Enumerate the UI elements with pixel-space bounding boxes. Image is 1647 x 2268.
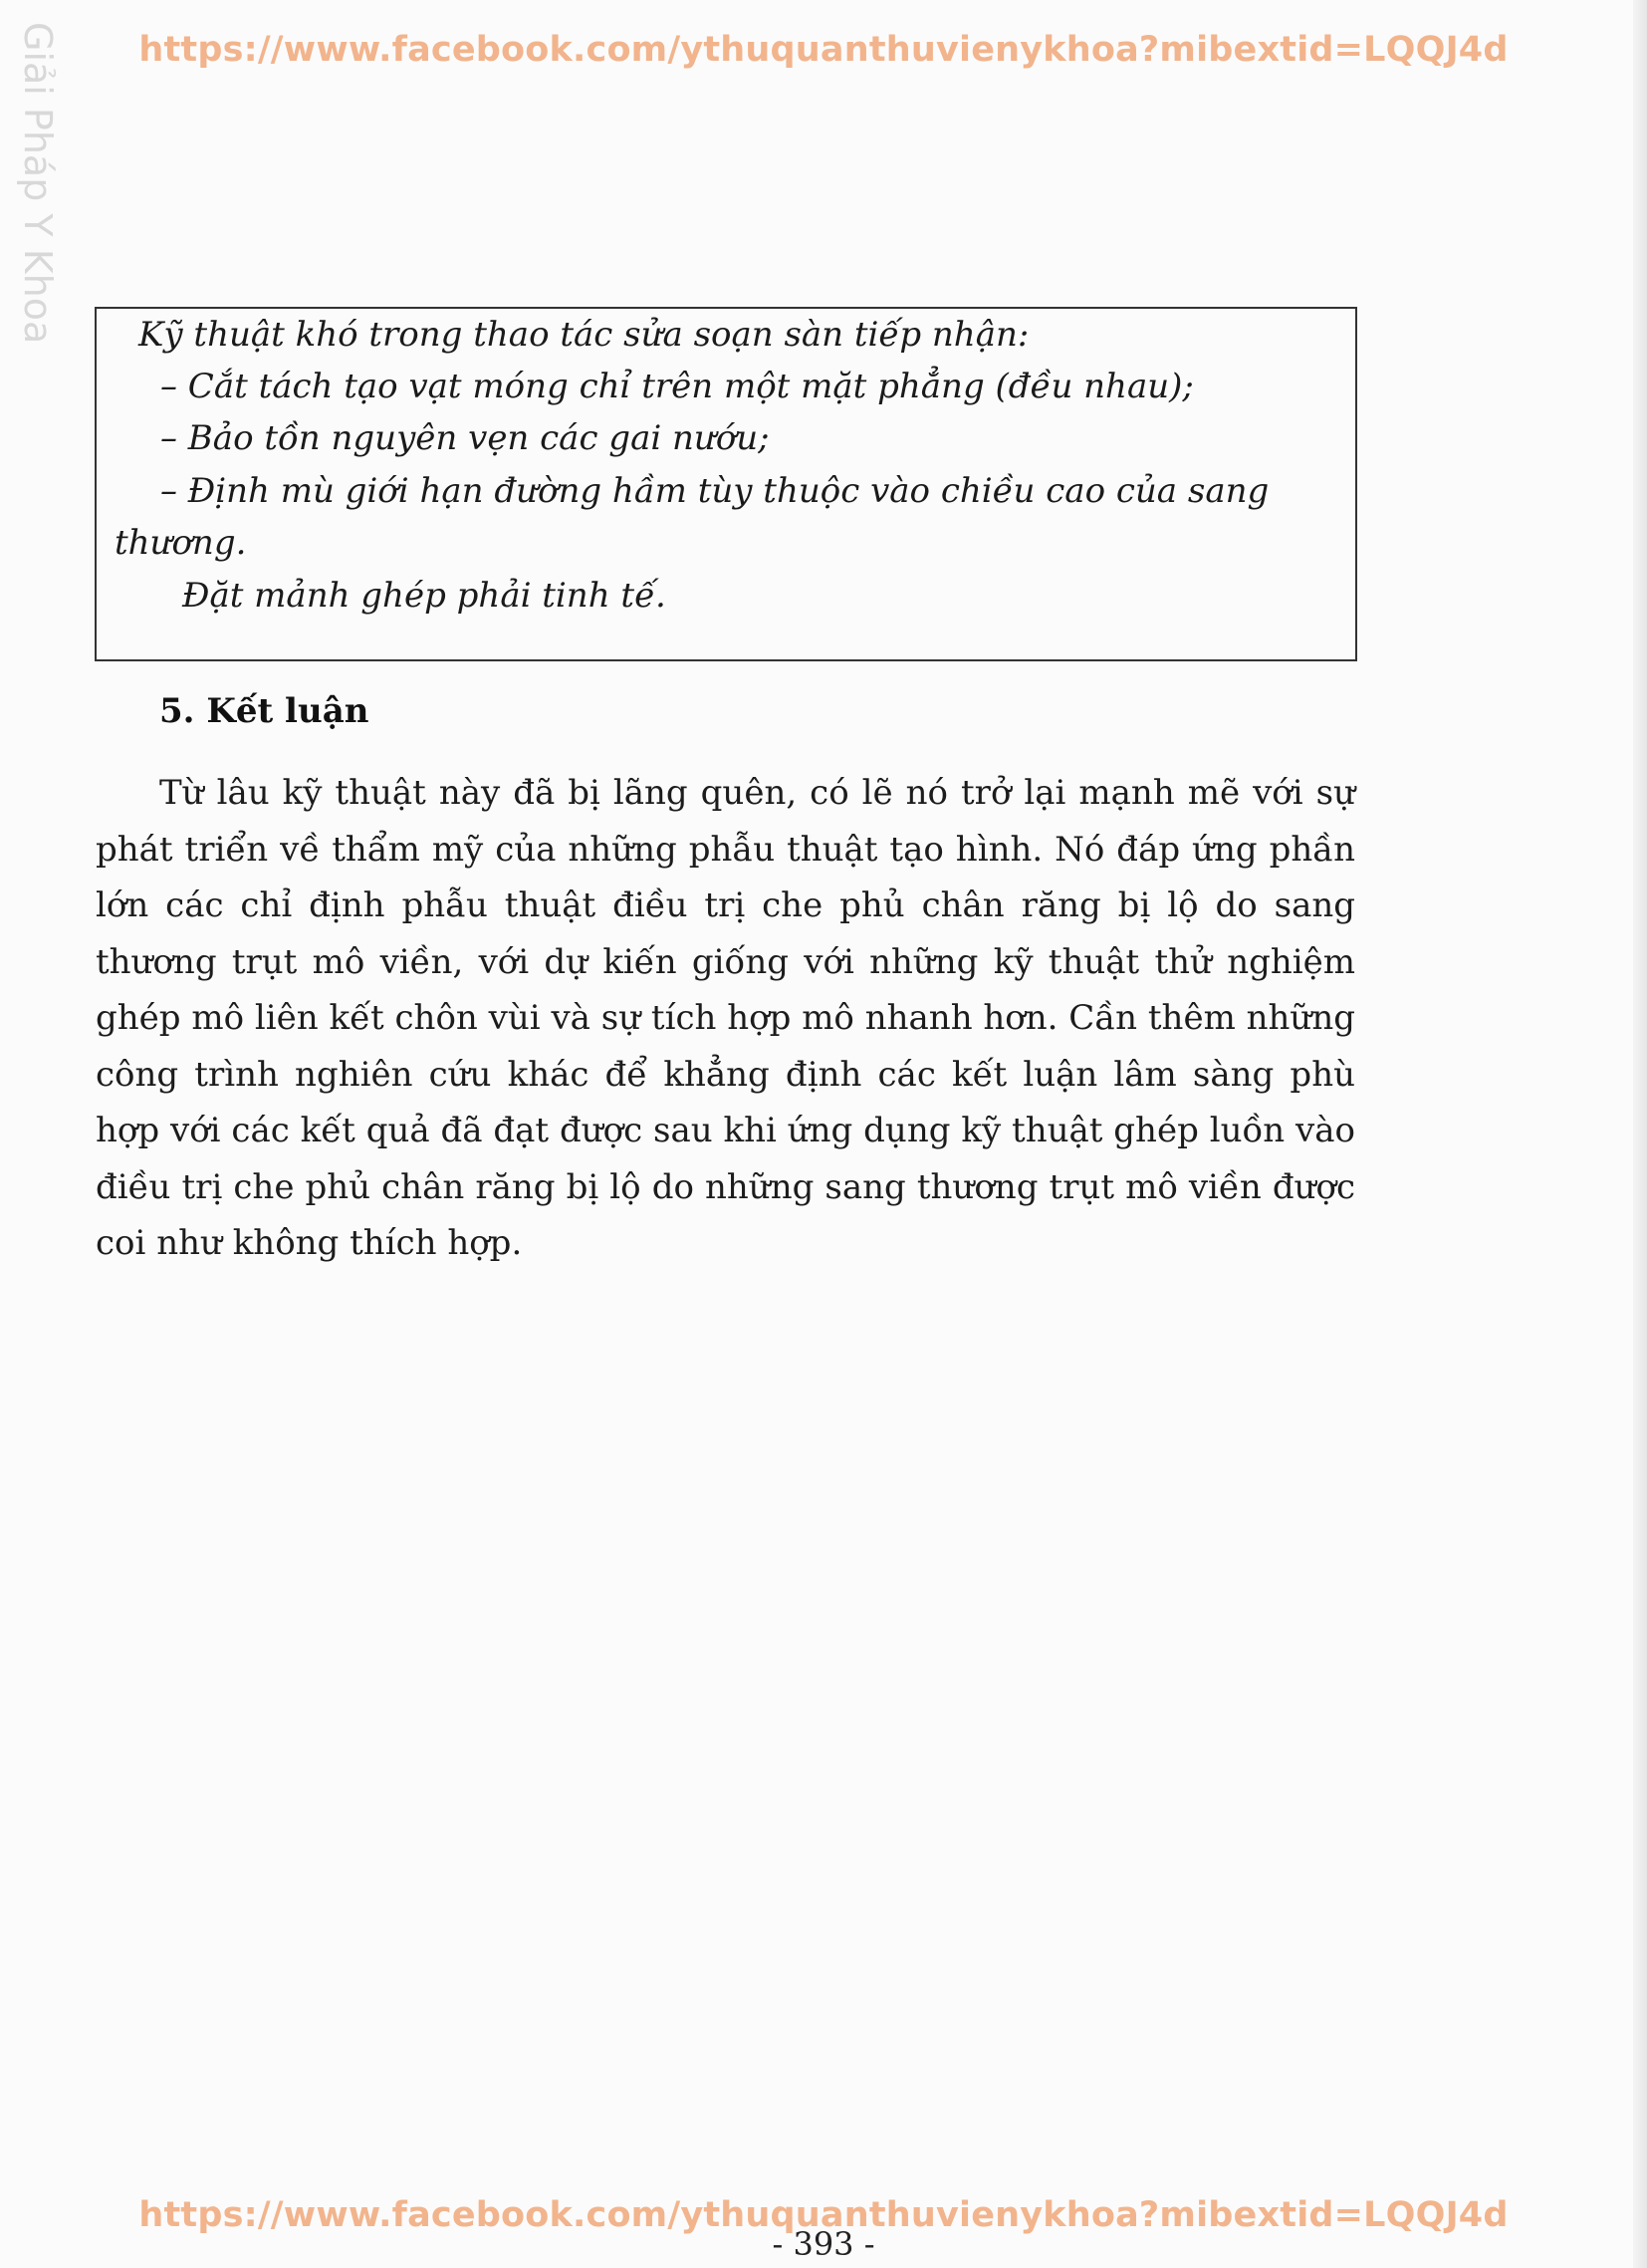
conclusion-paragraph: Từ lâu kỹ thuật này đã bị lãng quên, có lẽ nó trở lại mạnh mẽ với sự phát triển về thẩm mỹ của những phẫu thuật tạo hình. Nó đáp ứng phần lớn các chỉ định phẫu thuật điều trị che phủ chân răng bị lộ do sang thương trụt mô viền, với dự kiến giống với những kỹ thuật thử nghiệm ghép mô liên kết chôn vùi và sự tích hợp mô nhanh hơn. Cần thêm những công trình nghiên cứu khác để khẳng định các kết luận lâm sàng phù hợp với các kết quả đã đạt được sau khi ứng dụng kỹ thuật ghép luồn vào điều trị che phủ chân răng bị lộ do những sang thương trụt mô viền được coi như không thích hợp.	[96, 773, 1355, 1263]
page-number: - 393 -	[772, 2225, 875, 2263]
page-edge-shadow	[1633, 0, 1647, 2268]
watermark-url-bottom[interactable]: https://www.facebook.com/ythuquanthuvienykhoa?mibextid=LQQJ4d	[138, 2195, 1509, 2235]
box-line-bullet-3: – Định mù giới hạn đường hầm tùy thuộc vào chiều cao của sang	[160, 471, 1270, 511]
technique-note-box	[95, 307, 1357, 661]
side-watermark	[10, 22, 70, 345]
side-watermark-text: Giải Pháp Y Khoa	[16, 22, 60, 345]
box-line-bullet-1: – Cắt tách tạo vạt móng chỉ trên một mặt phẳng (đều nhau);	[160, 367, 1194, 406]
section-heading: 5. Kết luận	[159, 691, 369, 731]
box-line-closing: Đặt mảnh ghép phải tinh tế.	[182, 576, 666, 616]
box-line-intro: Kỹ thuật khó trong thao tác sửa soạn sàn tiếp nhận:	[138, 315, 1030, 355]
box-line-bullet-2: – Bảo tồn nguyên vẹn các gai nướu;	[160, 418, 770, 458]
watermark-url-top[interactable]: https://www.facebook.com/ythuquanthuvienykhoa?mibextid=LQQJ4d	[138, 30, 1509, 70]
box-line-bullet-3-cont: thương.	[115, 523, 247, 563]
